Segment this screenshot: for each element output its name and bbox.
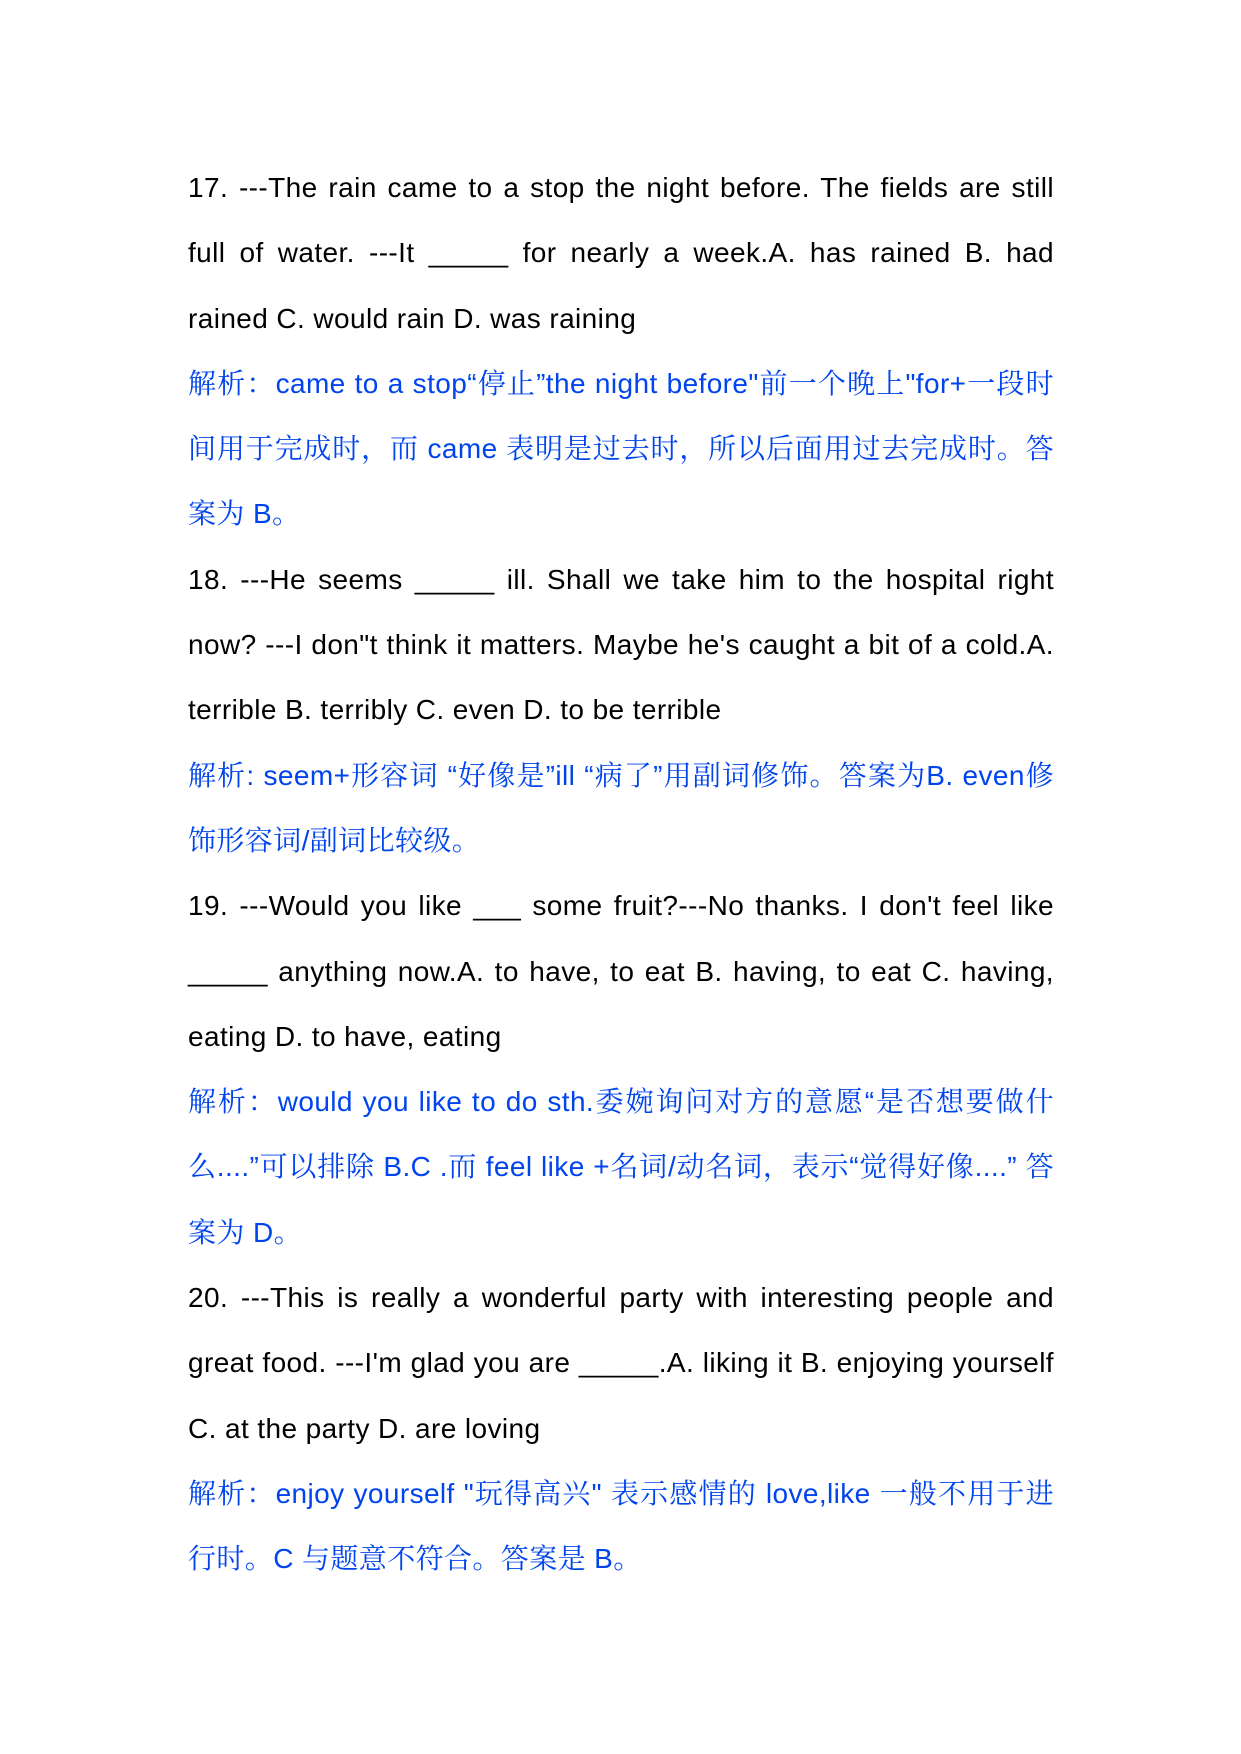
question-text: 17. ---The rain came to a stop the night before. The fields are still full of water. ---It _____ for nearly a week.A. has rained B. had rained C. would rain D. was raining: [188, 172, 1054, 334]
question-item-19: [188, 873, 1054, 1265]
analysis-text: 解析：enjoy yourself "玩得高兴" 表示感情的 love,like 一般不用于进行时。C 与题意不符合。答案是 B。: [188, 1477, 1054, 1575]
question-text: 20. ---This is really a wonderful party with interesting people and great food. ---I'm glad you are _____.A. liking it B. enjoying yourself C. at the party D. are loving: [188, 1282, 1054, 1444]
question-text: 19. ---Would you like ___ some fruit?---No thanks. I don't feel like _____ anything now.A. to have, to eat B. having, to eat C. having, eating D. to have, eating: [188, 890, 1054, 1052]
analysis-text: 解析: seem+形容词 “好像是”ill “病了”用副词修饰。答案为B. even修饰形容词/副词比较级。: [188, 759, 1054, 856]
question-item-17: [188, 155, 1054, 547]
document-page: [188, 155, 1054, 1592]
analysis-text: 解析：came to a stop“停止”the night before"前一个晚上"for+一段时间用于完成时，而 came 表明是过去时，所以后面用过去完成时。答案为 B。: [188, 367, 1054, 530]
question-item-18: [188, 547, 1054, 873]
question-item-20: [188, 1265, 1054, 1591]
analysis-text: 解析：would you like to do sth.委婉询问对方的意愿“是否想要做什么....”可以排除 B.C .而 feel like +名词/动名词，表示“觉得好像....” 答案为 D。: [188, 1086, 1054, 1248]
question-text: 18. ---He seems _____ ill. Shall we take him to the hospital right now? ---I don"t think it matters. Maybe he's caught a bit of a cold.A. terrible B. terribly C. even D. to be terrible: [188, 563, 1054, 726]
